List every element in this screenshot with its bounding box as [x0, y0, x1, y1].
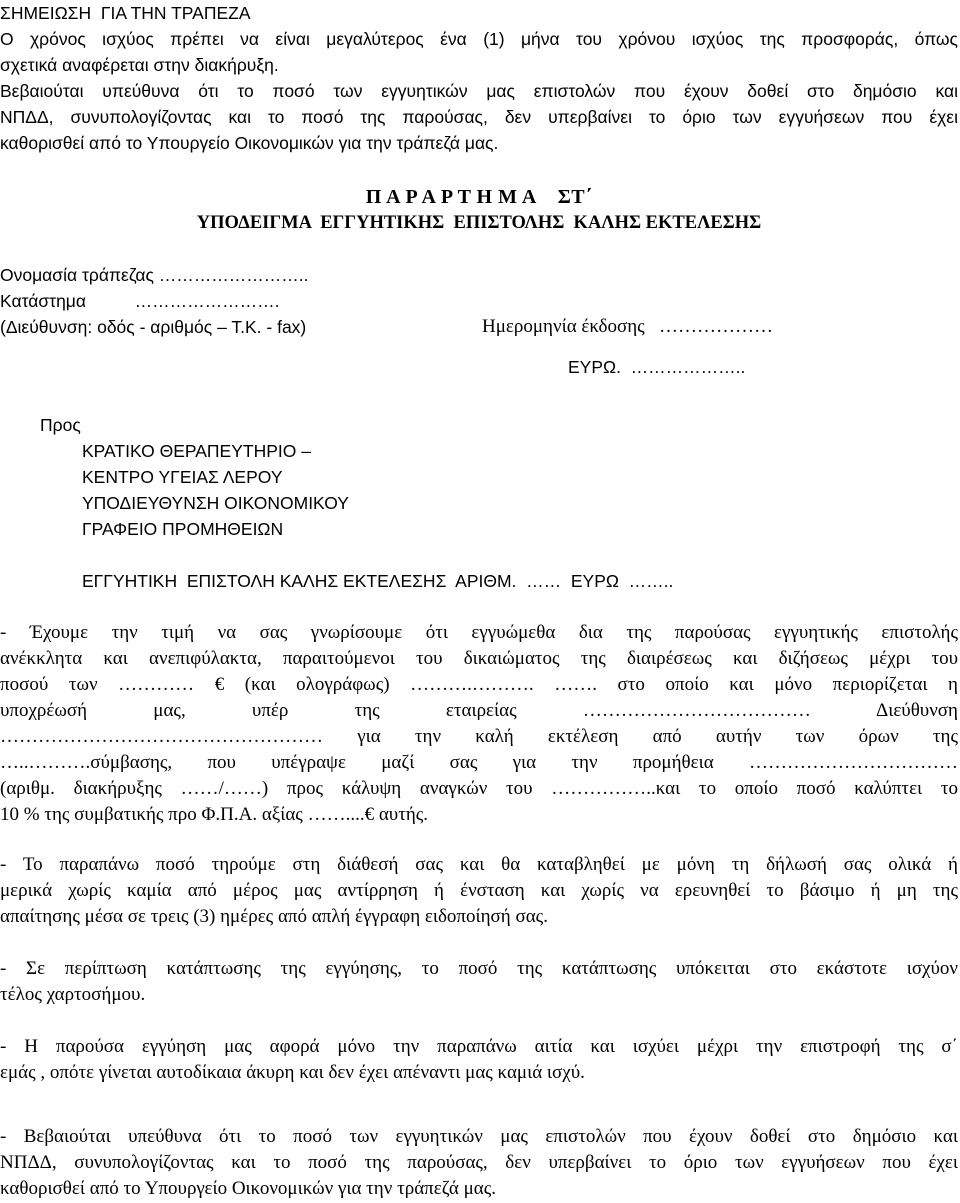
paragraph-line: μερικά χωρίς καμία από μέρος μας αντίρρηση ή ένσταση και χωρίς να ερευνηθεί το βάσιμο ή μη της — [0, 880, 958, 901]
appendix-title: Π Α Ρ Α Ρ Τ Η Μ Α ΣΤ΄ — [365, 186, 593, 208]
recipient-line: ΚΡΑΤΙΚΟ ΘΕΡΑΠΕΥΤΗΡΙΟ – — [82, 441, 311, 461]
paragraph-line: εμάς , οπότε γίνεται αυτοδίκαια άκυρη και δεν έχει απέναντι μας καμιά ισχύ. — [0, 1062, 585, 1083]
paragraph-validity — [0, 1034, 958, 1086]
bank-branch-field: Κατάστημα ……………………. — [0, 291, 280, 311]
subject-line: ΕΓΓΥΗΤΙΚΗ ΕΠΙΣΤΟΛΗ ΚΑΛΗΣ ΕΚΤΕΛΕΣΗΣ ΑΡΙΘΜ. …… ΕΥΡΩ …….. — [82, 571, 674, 591]
paragraph-certification — [0, 1124, 958, 1202]
issue-date-field: Ημερομηνία έκδοσης ……………… — [482, 316, 773, 337]
to-label: Προς — [40, 415, 81, 435]
paragraph-line: τέλος χαρτοσήμου. — [0, 984, 146, 1005]
bank-note-line: καθορισθεί από το Υπουργείο Οικονομικών για την τράπεζά μας. — [0, 133, 499, 153]
paragraph-line: - Βεβαιούται υπεύθυνα ότι το ποσό των εγγυητικών μας επιστολών που έχουν δοθεί στο δημόσιο και — [0, 1126, 958, 1147]
bank-note — [0, 0, 958, 156]
bank-name-field: Ονομασία τράπεζας …………………….. — [0, 265, 309, 285]
paragraph-line: απαίτησης μέσα σε τρεις (3) ημέρες από απλή έγγραφη ειδοποίησή σας. — [0, 906, 548, 927]
recipient-line: ΚΕΝΤΡΟ ΥΓΕΙΑΣ ΛΕΡΟΥ — [82, 467, 283, 487]
bank-details — [0, 262, 958, 380]
paragraph-forfeiture — [0, 956, 958, 1008]
bank-note-line: ΝΠΔΔ, συνυπολογίζοντας και το ποσό της παρούσας, δεν υπερβαίνει το όριο των εγγυήσεων που έχει — [0, 107, 958, 127]
paragraph-guarantee-terms — [0, 620, 958, 828]
paragraph-line: ΝΠΔΔ, συνυπολογίζοντας και το ποσό της παρούσας, δεν υπερβαίνει το όριο των εγγυήσεων που έχει — [0, 1152, 958, 1173]
recipient-line: ΓΡΑΦΕΙΟ ΠΡΟΜΗΘΕΙΩΝ — [82, 519, 284, 539]
paragraph-payment — [0, 852, 958, 930]
bank-note-line: Ο χρόνος ισχύος πρέπει να είναι μεγαλύτερος ένα (1) μήνα του χρόνου ισχύος της προσφοράς, όπως — [0, 29, 958, 49]
paragraph-line: καθορισθεί από το Υπουργείο Οικονομικών για την τράπεζά μας. — [0, 1178, 497, 1199]
bank-address-field: (Διεύθυνση: οδός - αριθμός – Τ.Κ. - fax) — [0, 317, 307, 337]
paragraph-line: - Η παρούσα εγγύηση μας αφορά μόνο την παραπάνω αιτία και ισχύει μέχρι την επιστροφή της σ΄ — [0, 1036, 958, 1057]
paragraph-line: (αριθμ. διακήρυξης ……/……) προς κάλυψη αναγκών του ……………..και το οποίο ποσό καλύπτει το — [0, 778, 958, 799]
recipient-line: ΥΠΟΔΙΕΥΘΥΝΣΗ ΟΙΚΟΝΟΜΙΚΟΥ — [82, 493, 349, 513]
paragraph-line: - Σε περίπτωση κατάπτωσης της εγγύησης, το ποσό της κατάπτωσης υπόκειται στο εκάστοτε ισχύον — [0, 958, 958, 979]
bank-note-line: σχετικά αναφέρεται στην διακήρυξη. — [0, 55, 279, 75]
bank-note-heading: ΣΗΜΕΙΩΣΗ ΓΙΑ ΤΗΝ ΤΡΑΠΕΖΑ — [0, 3, 251, 23]
recipient-block — [0, 412, 958, 542]
paragraph-line: 10 % της συμβατικής προ Φ.Π.Α. αξίας ……....€ αυτής. — [0, 804, 429, 825]
paragraph-line: ποσού των ………… € (και ολογράφως) ……….………. ……. στο οποίο και μόνο περιορίζεται η — [0, 674, 958, 695]
amount-field: ΕΥΡΩ. ……………….. — [568, 357, 746, 377]
paragraph-line: - Το παραπάνω ποσό τηρούμε στη διάθεσή σας και θα καταβληθεί με μόνη τη δήλωσή σας ολικά ή — [0, 854, 958, 875]
guarantee-subject — [0, 568, 960, 594]
bank-note-line: Βεβαιούται υπεύθυνα ότι το ποσό των εγγυητικών μας επιστολών που έχουν δοθεί στο δημόσιο και — [0, 81, 958, 101]
appendix-heading — [0, 184, 958, 236]
appendix-subtitle: ΥΠΟΔΕΙΓΜΑ ΕΓΓΥΗΤΙΚΗΣ ΕΠΙΣΤΟΛΗΣ ΚΑΛΗΣ ΕΚΤΕΛΕΣΗΣ — [196, 213, 762, 233]
paragraph-line: - Έχουμε την τιμή να σας γνωρίσουμε ότι εγγυώμεθα δια της παρούσας εγγυητικής επιστολής — [0, 622, 958, 643]
paragraph-line: υποχρέωσή μας, υπέρ της εταιρείας ……………………………… Διεύθυνση — [0, 700, 958, 721]
paragraph-line: …………………………………………… για την καλή εκτέλεση από αυτήν των όρων της — [0, 726, 958, 747]
paragraph-line: ανέκκλητα και ανεπιφύλακτα, παραιτούμενοι του δικαιώματος της διαιρέσεως και διζήσεως μέχρι του — [0, 648, 958, 669]
paragraph-line: …..……….σύμβασης, που υπέγραψε μαζί σας για την προμήθεια …………………………… — [0, 752, 958, 773]
